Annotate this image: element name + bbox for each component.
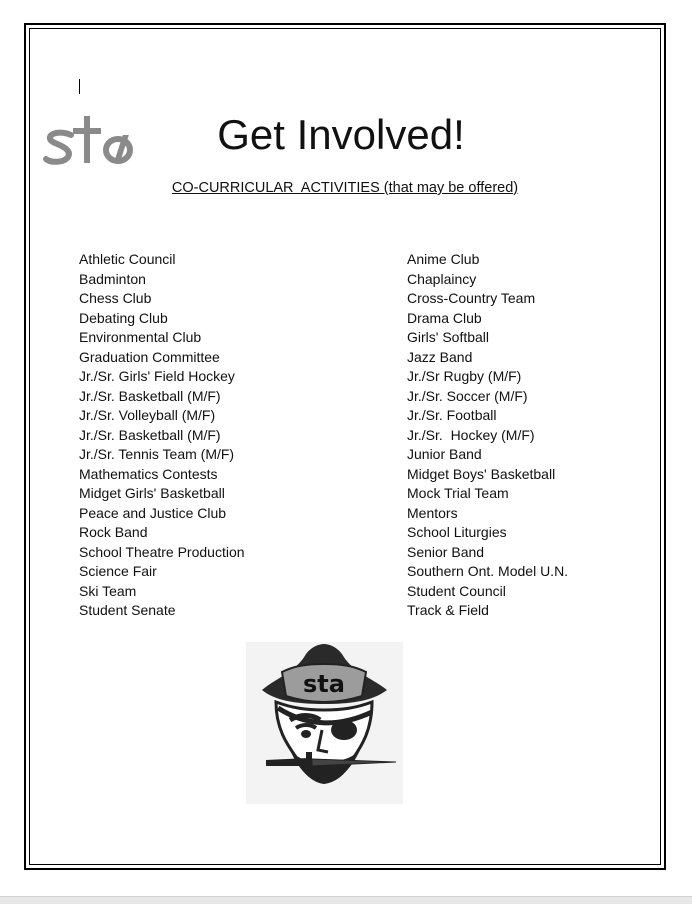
mascot-logo-text: sta [303,670,345,698]
pirate-mascot-logo [246,642,403,804]
activity-item: School Liturgies [407,524,507,540]
activity-item: Southern Ont. Model U.N. [407,563,569,579]
activity-item: Senior Band [407,543,485,560]
activity-item: Jr./Sr. Soccer (M/F) [407,387,528,404]
activity-item: Girls' Softball [407,329,490,345]
activity-item: Midget Girls' Basketball [79,485,225,501]
activity-item: Junior Band [407,446,482,462]
activity-item: Ski Team [79,582,137,599]
activity-item: Jr./Sr. Girls' Field Hockey [79,368,235,384]
activity-item: Peace and Justice Club [79,504,227,521]
activity-item: Science Fair [79,563,157,579]
activities-left-column [79,250,245,621]
activities-right-column [407,250,568,621]
activity-item: Mathematics Contests [79,465,218,482]
activity-item: Cross-Country Team [407,290,536,306]
activity-item: Midget Boys' Basketball [407,465,556,482]
activity-item: Chaplaincy [407,270,477,287]
activity-item: Jr./Sr. Tennis Team (M/F) [79,446,235,462]
activity-item: Student Council [407,582,506,599]
activity-item: Mock Trial Team [407,485,509,501]
page-title: Get Involved! [217,111,465,158]
activity-item: Jr./Sr. Volleyball (M/F) [79,407,216,423]
activity-item: Athletic Council [79,251,176,267]
activity-item: Debating Club [79,309,168,326]
activity-item: Rock Band [79,524,148,540]
sta-cross-logo [42,113,142,165]
activity-item: Badminton [79,270,146,287]
activity-item: Environmental Club [79,329,202,345]
activity-item: Jr./Sr. Basketball (M/F) [79,426,221,443]
activity-item: Chess Club [79,290,152,306]
activity-item: Track & Field [407,602,489,618]
page-subtitle: CO-CURRICULAR ACTIVITIES (that may be offered) [171,180,519,196]
activity-item: Jr./Sr Rugby (M/F) [407,368,522,384]
text-cursor [79,79,80,94]
activity-item: Anime Club [407,251,480,267]
activity-item: Jr./Sr. Hockey (M/F) [407,426,535,443]
activity-item: Jr./Sr. Basketball (M/F) [79,387,221,404]
activity-item: Jazz Band [407,348,473,365]
activity-item: School Theatre Production [79,543,245,560]
activity-item: Mentors [407,504,458,521]
activity-item: Drama Club [407,309,482,326]
activity-item: Jr./Sr. Football [407,407,497,423]
activity-item: Student Senate [79,602,176,618]
activity-item: Graduation Committee [79,348,220,365]
